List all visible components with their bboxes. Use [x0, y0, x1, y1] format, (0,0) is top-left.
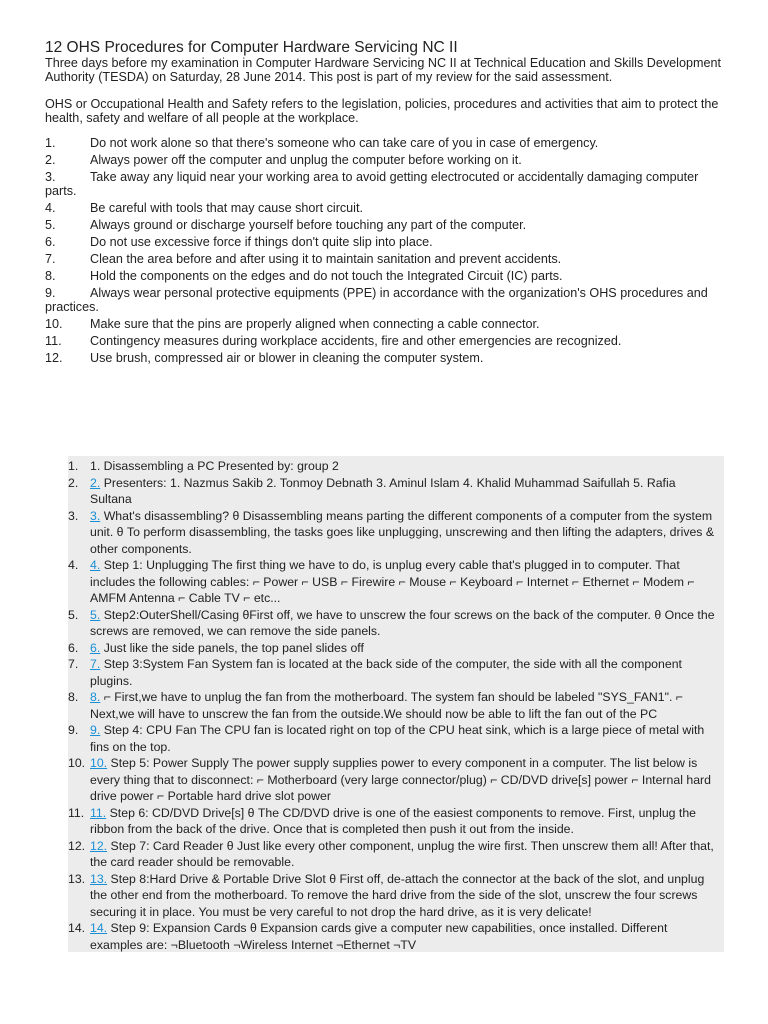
procedure-number: 9.	[45, 286, 56, 300]
slides-transcript-panel	[68, 456, 724, 952]
procedure-text: Do not work alone so that there's someone who can take care of you in case of emergency.	[90, 136, 599, 150]
page-title: 12 OHS Procedures for Computer Hardware Servicing NC II	[45, 39, 458, 56]
procedure-number: 1.	[45, 136, 56, 150]
procedure-text: Do not use excessive force if things don't quite slip into place.	[90, 235, 433, 249]
slide-link[interactable]: 13.	[90, 871, 108, 886]
slide-link[interactable]: 3.	[90, 508, 101, 523]
slide-link[interactable]: 6.	[90, 640, 101, 655]
procedure-item	[45, 317, 725, 331]
slide-text: Step 4: CPU Fan The CPU fan is located right on top of the CPU heat sink, which is a large piece of metal with fins on the top.	[90, 723, 705, 754]
slide-text: Step 6: CD/DVD Drive[s] θ The CD/DVD drive is one of the easiest components to remove. First, unplug the ribbon from the back of the drive. Once that is completed then push it out from the inside.	[90, 805, 697, 836]
slide-link[interactable]: 2.	[90, 475, 101, 490]
slide-link[interactable]: 4.	[90, 558, 101, 572]
slide-text: Step 3:System Fan System fan is located at the back side of the computer, the side with all the component plugins.	[90, 657, 682, 688]
slide-text: Step 1: Unplugging The first thing we have to do, is unplug every cable that's plugged in to computer. That includes the following cables: ⌐ Power ⌐ USB ⌐ Firewire ⌐ Mouse ⌐ Keyboard ⌐ Internet ⌐ Ethernet ⌐ Modem ⌐ AMFM Antenna ⌐ Cable TV ⌐ etc...	[90, 558, 695, 605]
procedure-item	[45, 334, 725, 348]
slide-text: Step 9: Expansion Cards θ Expansion cards give a computer new capabilities, once installed. Different examples are: ¬Bluetooth ¬Wireless Internet ¬Ethernet ¬TV	[90, 921, 668, 952]
slide-number: 5.	[68, 607, 79, 622]
slide-number: 14.	[68, 921, 86, 935]
procedure-text: Always wear personal protective equipments (PPE) in accordance with the organization's OHS procedures and practices.	[45, 286, 708, 314]
slide-link[interactable]: 14.	[90, 921, 108, 935]
procedure-item	[45, 252, 725, 266]
ohs-definition-paragraph: OHS or Occupational Health and Safety refers to the legislation, policies, procedures and activities that aim to protect the health, safety and welfare of all people at the workplace.	[45, 97, 719, 125]
slide-link[interactable]: 9.	[90, 723, 101, 737]
slide-text: Step2:OuterShell/Casing θFirst off, we have to unscrew the four screws on the back of the computer. θ Once the screws are removed, we can remove the side panels.	[90, 607, 715, 638]
slide-item	[68, 920, 720, 953]
procedure-number: 12.	[45, 351, 63, 365]
slide-text: Presenters: 1. Nazmus Sakib 2. Tonmoy Debnath 3. Aminul Islam 4. Khalid Muhammad Saifullah 5. Rafia Sultana	[90, 475, 676, 506]
slide-number: 13.	[68, 871, 86, 886]
slide-number: 9.	[68, 723, 79, 737]
slide-link[interactable]: 7.	[90, 657, 101, 671]
slide-item	[68, 805, 720, 838]
slide-item	[68, 838, 720, 871]
slide-link[interactable]: 12.	[90, 838, 108, 853]
procedure-item	[45, 153, 725, 167]
slide-link[interactable]: 11.	[90, 805, 107, 820]
slide-number: 2.	[68, 475, 79, 490]
procedure-number: 8.	[45, 269, 56, 283]
slide-item	[68, 508, 720, 558]
slide-item	[68, 557, 720, 607]
slide-number: 6.	[68, 640, 79, 655]
procedure-text: Take away any liquid near your working area to avoid getting electrocuted or accidentally damaging computer parts.	[45, 170, 699, 198]
procedure-number: 7.	[45, 252, 56, 266]
procedure-number: 5.	[45, 218, 56, 232]
procedure-text: Make sure that the pins are properly aligned when connecting a cable connector.	[90, 317, 540, 331]
slide-item	[68, 755, 720, 805]
slide-link[interactable]: 10.	[90, 756, 108, 770]
procedure-item	[45, 235, 725, 249]
slide-number: 1.	[68, 459, 79, 473]
slide-item	[68, 689, 720, 722]
procedure-number: 2.	[45, 153, 56, 167]
procedure-item	[45, 170, 725, 198]
slide-item	[68, 656, 720, 689]
procedure-number: 4.	[45, 201, 56, 215]
slide-number: 8.	[68, 690, 79, 704]
procedure-number: 3.	[45, 170, 56, 184]
slide-text: Step 8:Hard Drive & Portable Drive Slot θ First off, de-attach the connector at the back of the slot, and unplug the other end from the motherboard. To remove the hard drive from the side of the slot, unscrew the four screws securing it in place. You must be very careful to not drop the hard drive, as it is very delicate!	[90, 871, 705, 919]
procedure-text: Use brush, compressed air or blower in cleaning the computer system.	[90, 351, 484, 365]
slide-number: 4.	[68, 558, 79, 572]
procedure-item	[45, 286, 725, 314]
slide-text: Just like the side panels, the top panel slides off	[103, 640, 364, 655]
slide-item	[68, 458, 720, 475]
slide-item	[68, 871, 720, 921]
procedure-item	[45, 218, 725, 232]
procedure-item	[45, 201, 725, 215]
procedure-text: Contingency measures during workplace accidents, fire and other emergencies are recognized.	[90, 334, 622, 348]
procedure-text: Clean the area before and after using it to maintain sanitation and prevent accidents.	[90, 252, 562, 266]
slide-link[interactable]: 8.	[90, 690, 101, 704]
slide-item	[68, 475, 720, 508]
procedure-item	[45, 269, 725, 283]
procedure-number: 11.	[45, 334, 62, 348]
slide-number: 3.	[68, 508, 79, 523]
slide-item	[68, 607, 720, 640]
slide-number: 11.	[68, 805, 85, 820]
slide-number: 10.	[68, 756, 86, 770]
procedure-text: Always power off the computer and unplug the computer before working on it.	[90, 153, 522, 167]
slide-text: 1. Disassembling a PC Presented by: group 2	[90, 459, 339, 473]
procedure-number: 6.	[45, 235, 56, 249]
slides-list	[68, 458, 720, 953]
slide-item	[68, 640, 720, 657]
procedure-item	[45, 351, 725, 365]
procedures-list	[45, 136, 725, 365]
intro-paragraph: Three days before my examination in Computer Hardware Servicing NC II at Technical Education and Skills Development Authority (TESDA) on Saturday, 28 June 2014. This post is part of my review for the said assessment.	[45, 56, 721, 84]
procedure-text: Always ground or discharge yourself before touching any part of the computer.	[90, 218, 527, 232]
slide-text: What's disassembling? θ Disassembling means parting the different components of a computer from the system unit. θ To perform disassembling, the tasks goes like unplugging, unscrewing and then lifting the adapters, drives & other components.	[90, 508, 715, 556]
procedure-text: Hold the components on the edges and do not touch the Integrated Circuit (IC) parts.	[90, 269, 563, 283]
slide-text: Step 7: Card Reader θ Just like every other component, unplug the wire first. Then unscrew them all! After that, the card reader should be removable.	[90, 838, 714, 869]
procedure-number: 10.	[45, 317, 63, 331]
slide-text: Step 5: Power Supply The power supply supplies power to every component in a computer. The list below is every thing that to disconnect: ⌐ Motherboard (very large connector/plug) ⌐ CD/DVD drive[s] power ⌐ Internal hard drive power ⌐ Portable hard drive slot power	[90, 756, 711, 803]
slide-text: ⌐ First,we have to unplug the fan from the motherboard. The system fan should be labeled "SYS_FAN1". ⌐ Next,we will have to unscrew the fan from the outside.We should now be able to lift the fan out of the PC	[90, 690, 683, 721]
document-body	[45, 39, 725, 368]
slide-item	[68, 722, 720, 755]
procedure-item	[45, 136, 725, 150]
slide-number: 7.	[68, 657, 79, 671]
slide-link[interactable]: 5.	[90, 607, 101, 622]
slide-number: 12.	[68, 838, 86, 853]
procedure-text: Be careful with tools that may cause short circuit.	[90, 201, 363, 215]
